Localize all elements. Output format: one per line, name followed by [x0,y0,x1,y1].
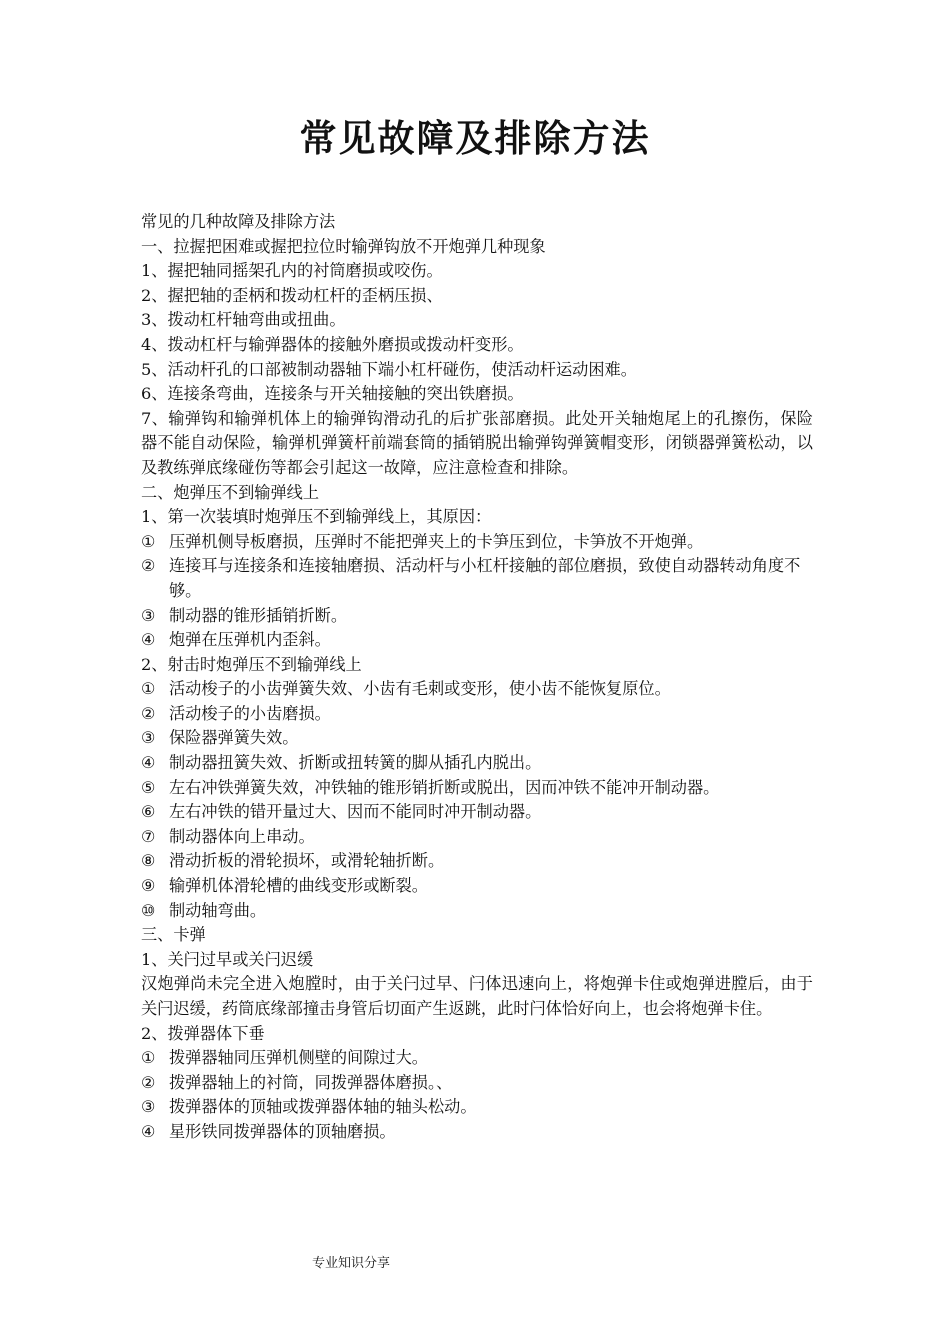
item-text: 保险器弹簧失效。 [169,728,299,748]
item-marker: ⑦ [141,826,156,846]
page-title: 常见故障及排除方法 [299,117,651,160]
item-marker: ⑧ [141,851,156,871]
text-line: 4、拨动杠杆与输弹器体的接触外磨损或拨动杆变形。 [141,334,524,354]
list-item [141,825,813,850]
list-item [141,726,813,751]
page-footer: 专业知识分享 [312,1256,391,1271]
list-item [141,1095,813,1120]
list-item [141,849,813,874]
item-marker: ③ [141,605,156,625]
item-marker: ④ [141,1121,156,1141]
document-body [141,210,813,1145]
list-item [141,751,813,776]
text-line: 二、炮弹压不到输弹线上 [141,482,320,502]
list-item [141,800,813,825]
list-item [141,1071,813,1096]
item-text: 星形铁同拨弹器体的顶轴磨损。 [169,1121,396,1141]
text-line: 2、握把轴的歪柄和拨动杠杆的歪柄压损、 [141,285,443,305]
text-line: 常见的几种故障及排除方法 [141,212,336,231]
item-text: 制动轴弯曲。 [169,900,267,920]
item-marker: ① [141,531,156,551]
item-text: 拨弹器轴上的衬筒，同拨弹器体磨损。、 [169,1072,453,1092]
list-item [141,1046,813,1071]
item-marker: ⑩ [141,900,156,920]
text-line: 3、拨动杠杆轴弯曲或扭曲。 [141,310,346,330]
text-line: 1、握把轴同摇架孔内的衬筒磨损或咬伤。 [141,261,443,281]
item-text: 炮弹在压弹机内歪斜。 [169,630,331,650]
item-text: 制动器扭簧失效、折断或扭转簧的脚从插孔内脱出。 [169,753,542,773]
item-marker: ② [141,556,156,576]
list-item [141,677,813,702]
text-line: 2、拨弹器体下垂 [141,1023,265,1043]
item-text: 制动器体向上串动。 [169,826,315,846]
item-text: 左右冲铁弹簧失效，冲铁轴的锥形销折断或脱出，因而冲铁不能冲开制动器。 [169,777,720,797]
list-item [141,1120,813,1145]
item-marker: ④ [141,630,156,650]
item-text: 拨弹器轴同压弹机侧壁的间隙过大。 [169,1048,428,1068]
paragraph: 7、输弹钩和输弹机体上的输弹钩滑动孔的后扩张部磨损。此处开关轴炮尾上的孔擦伤，保险器不能自动保险，输弹机弹簧杆前端套筒的插销脱出输弹钩弹簧帽变形，闭锁器弹簧松动，以及教练弹底缘碰伤等都会引起这一故障，应注意检查和排除。 [141,408,813,477]
text-line: 1、关闩过早或关闩迟缓 [141,949,314,969]
list-item [141,702,813,727]
list-item [141,874,813,899]
item-text: 左右冲铁的错开量过大、因而不能同时冲开制动器。 [169,802,542,822]
list-item [141,776,813,801]
list-item [141,554,813,603]
item-marker: ② [141,1072,156,1092]
item-text: 压弹机侧导板磨损，压弹时不能把弹夹上的卡笋压到位，卡笋放不开炮弹。 [169,531,704,551]
item-marker: ⑤ [141,777,156,797]
item-text: 拨弹器体的顶轴或拨弹器体轴的轴头松动。 [169,1097,477,1117]
item-marker: ① [141,679,156,699]
item-marker: ⑨ [141,876,156,896]
item-text: 滑动折板的滑轮损坏，或滑轮轴折断。 [169,851,445,871]
item-text: 制动器的锥形插销折断。 [169,605,348,625]
text-line: 5、活动杆孔的口部被制动器轴下端小杠杆碰伤，使活动杆运动困难。 [141,359,637,379]
item-text: 活动梭子的小齿弹簧失效、小齿有毛刺或变形，使小齿不能恢复原位。 [169,679,671,699]
text-line: 三、卡弹 [141,925,206,945]
list-item [141,899,813,924]
item-marker: ② [141,703,156,723]
text-line: 一、拉握把困难或握把拉位时输弹钩放不开炮弹几种现象 [141,236,546,256]
item-text: 活动梭子的小齿磨损。 [169,703,331,723]
item-marker: ⑥ [141,802,156,822]
item-text: 输弹机体滑轮槽的曲线变形或断裂。 [169,876,428,896]
item-marker: ③ [141,1097,156,1117]
text-line: 6、连接条弯曲，连接条与开关轴接触的突出铁磨损。 [141,384,524,404]
item-text: 连接耳与连接条和连接轴磨损、活动杆与小杠杆接触的部位磨损，致使自动器转动角度不够。 [169,556,801,600]
item-marker: ① [141,1048,156,1068]
item-marker: ③ [141,728,156,748]
item-marker: ④ [141,753,156,773]
text-line: 2、射击时炮弹压不到输弹线上 [141,654,362,674]
list-item [141,530,813,555]
paragraph: 汉炮弹尚未完全进入炮膛时，由于关闩过早、闩体迅速向上，将炮弹卡住或炮弹进膛后，由于关闩迟缓，药筒底缘部撞击身管后切面产生返跳，此时闩体恰好向上，也会将炮弹卡住。 [141,974,813,1018]
list-item [141,628,813,653]
list-item [141,604,813,629]
text-line: 1、第一次装填时炮弹压不到输弹线上，其原因： [141,507,492,527]
